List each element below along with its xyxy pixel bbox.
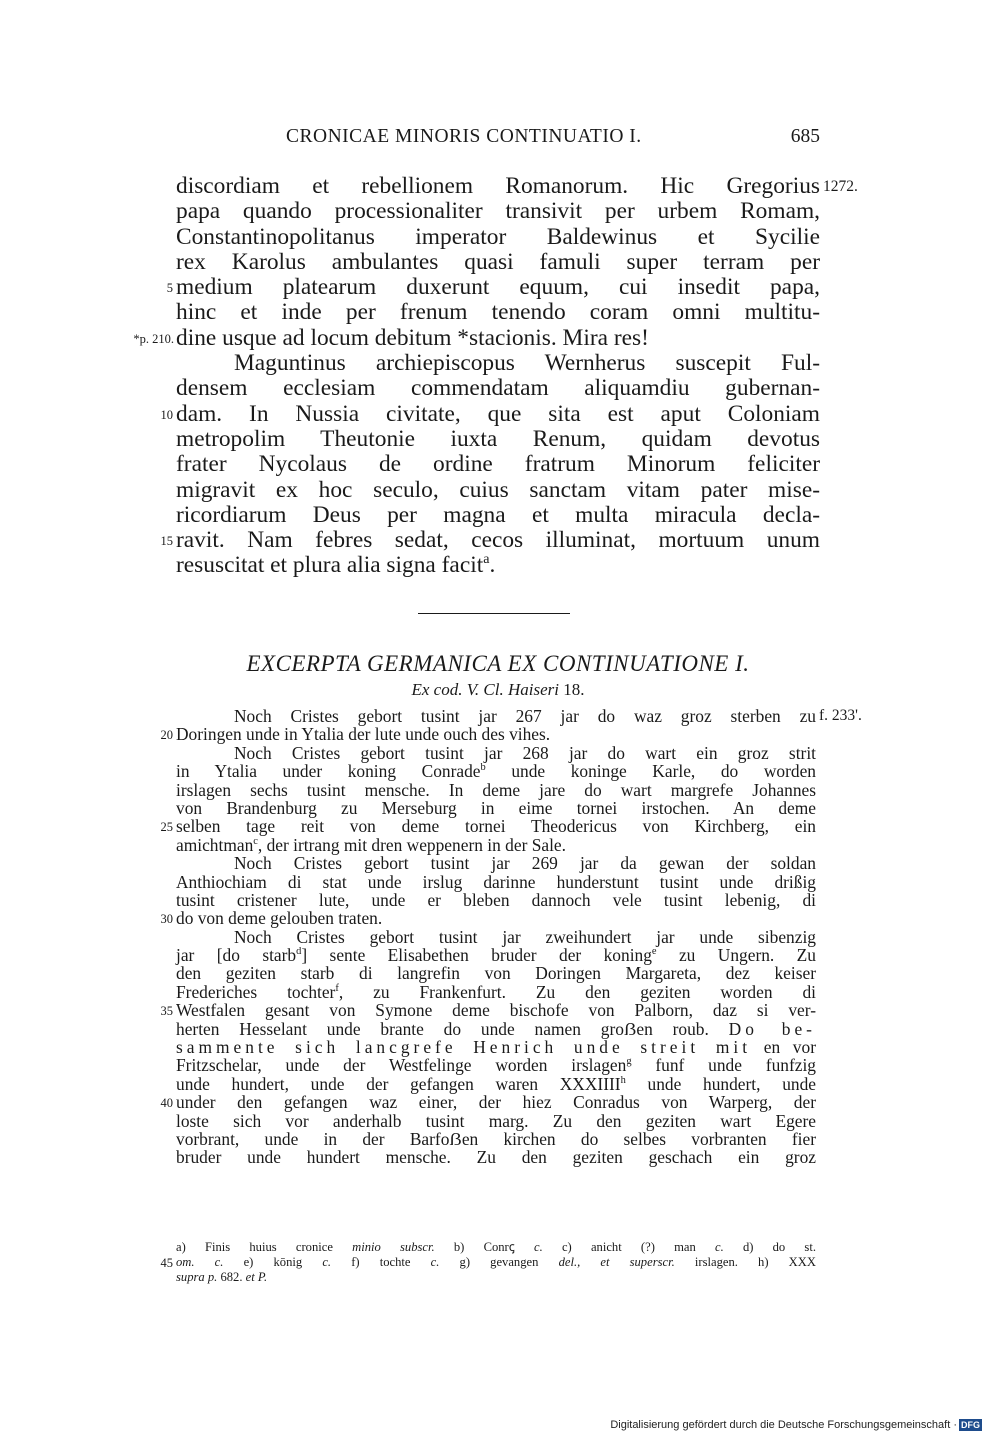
text-line: 35 Westfalen gesant von Symone deme bischofe von Palborn, daz si ver- xyxy=(160,1000,816,1021)
footnote-marker: g xyxy=(626,1056,632,1068)
text-line: Anthiochiam di stat unde irslug darinne hunderstunt tusint unde drißig xyxy=(176,871,816,892)
line-text: ricordiarum Deus per magna et multa miracula decla- xyxy=(176,501,820,528)
dfg-logo: DFG xyxy=(961,1420,980,1431)
text-line xyxy=(176,503,820,528)
text-line xyxy=(166,274,820,301)
line-number: 35 xyxy=(160,1004,173,1019)
text-line: in Ytalia under koning Conrade$^b$ unde koninge Karle, do worden xyxy=(176,761,816,782)
text-line: tusint cristener lute, unde er bleben dannoch vele tusint lebenig, di xyxy=(176,889,816,910)
year-margin: 1272. xyxy=(823,178,858,195)
footnote-marker: d xyxy=(296,946,302,958)
line-number: 10 xyxy=(160,407,173,422)
line-text: dam. In Nussia civitate, que sita est aput Coloniam xyxy=(176,400,820,427)
running-title: CRONICAE MINORIS CONTINUATIO I. xyxy=(286,126,642,147)
footnote-line: a) Finis huius cronice minio subscr. b) Conrꞔ c. c) anicht (?) man c. d) do st. xyxy=(176,1240,816,1254)
text-line xyxy=(176,173,858,199)
text-line: loste sich vor anderhalb tusint marg. Zu den geziten wart Egere xyxy=(176,1110,816,1131)
text-line: 20 Doringen unde in Ytalia der lute unde ouch des vihes. xyxy=(160,724,551,745)
source-line xyxy=(176,680,820,700)
text-line xyxy=(176,553,820,578)
text-line: sammente sich lancgrefe Henrich unde streit mit en vor xyxy=(176,1037,816,1058)
line-number: 25 xyxy=(160,820,173,835)
line-text: resuscitat et plura alia signa facit xyxy=(176,552,484,579)
latin-text-block xyxy=(133,173,858,579)
line-number: 20 xyxy=(160,728,173,743)
text-line: Noch Cristes gebort tusint jar 269 jar da gewan der soldan xyxy=(234,853,816,874)
line-text: rex Karolus ambulantes quasi famuli super terram per xyxy=(176,248,820,275)
text-line xyxy=(176,351,820,376)
text-line xyxy=(176,376,820,401)
footnote-line: 45 om. c. e) kōnig c. f) tochte c. g) gevangen del., et superscr. irslagen. h) XXX xyxy=(160,1255,816,1270)
text-line: den geziten starb di langrefin von Doringen Margareta, dez keiser xyxy=(176,963,816,984)
line-text: medium platearum duxerunt equum, cui insedit papa, xyxy=(176,274,820,301)
text-line: Fritzschelar, unde der Westfelinge worden irslagen$^g$ funf unde funfzig xyxy=(176,1055,817,1076)
text-line xyxy=(176,478,820,503)
text-line: Frederiches tochter$^f$, zu Frankenfurt. Zu den geziten worden di xyxy=(176,981,816,1002)
section-divider xyxy=(418,613,570,614)
line-number: 15 xyxy=(160,534,173,549)
digitization-credit: Digitalisierung gefördert durch die Deutsche Forschungsgemeinschaft · DFG xyxy=(610,1419,980,1431)
page-ref: *p. 210. xyxy=(133,331,174,346)
line-text: densem ecclesiam commendatam aliquamdiu gubernan- xyxy=(176,375,820,402)
line-text: migravit ex hoc seculo, cuius sanctam vitam pater mise- xyxy=(176,476,820,503)
footnote-marker: f xyxy=(335,983,339,995)
line-number: 45 xyxy=(160,1256,173,1270)
footnote-marker: c xyxy=(253,835,258,847)
text-line: Noch Cristes gebort tusint jar zweihundert jar unde sibenzig xyxy=(234,926,816,947)
text-line xyxy=(176,225,820,250)
text-line: bruder unde hundert mensche. Zu den geziten geschach ein groz xyxy=(176,1147,816,1168)
text-line: herten Hesselant unde brante do unde namen groẞen roub. Do be- xyxy=(176,1018,816,1039)
source-number: 18. xyxy=(563,680,585,699)
line-text: . xyxy=(489,552,496,579)
text-line xyxy=(176,199,820,224)
text-line: 40 under den gefangen waz einer, der hiez Conradus von Warperg, der xyxy=(160,1092,816,1113)
footnotes xyxy=(160,1240,816,1285)
text-line xyxy=(160,527,820,554)
text-line: 25 selben tage reit von deme tornei Theodericus von Kirchberg, ein xyxy=(160,816,816,837)
german-text-block xyxy=(160,706,862,1168)
text-line xyxy=(176,427,820,452)
page-header xyxy=(176,126,820,156)
text-line xyxy=(133,324,820,351)
line-text: Constantinopolitanus imperator Baldewinus et Sycilie xyxy=(176,223,820,250)
text-line xyxy=(176,250,820,275)
page-number: 685 xyxy=(790,126,820,147)
line-number: 5 xyxy=(166,281,173,296)
footnote-marker: h xyxy=(620,1075,626,1087)
text-line: 30 do von deme gelouben traten. xyxy=(160,908,383,929)
line-text: dine usque ad locum debitum *stacionis. Mira res! xyxy=(176,324,649,351)
line-text: metropolim Theutonie iuxta Renum, quidam devotus xyxy=(176,425,820,452)
text-line: Noch Cristes gebort tusint jar 267 jar do waz groz sterben zu f. 233'. xyxy=(234,706,862,726)
text-line: unde hundert, unde der gefangen waren XXXIIII$^h$ unde hundert, unde xyxy=(176,1073,816,1094)
text-line: von Brandenburg zu Merseburg in eime tornei irstochen. An deme xyxy=(176,797,816,818)
footnote-marker: a xyxy=(483,551,490,568)
line-text: Maguntinus archiepiscopus Wernherus suscepit Ful- xyxy=(234,350,820,377)
line-number: 40 xyxy=(160,1096,173,1111)
footnote-line: supra p. 682. et P. xyxy=(176,1270,268,1284)
section-title: EXCERPTA GERMANICA EX CONTINUATIONE I. xyxy=(246,651,750,676)
line-text: frater Nycolaus de ordine fratrum Minorum feliciter xyxy=(176,451,820,478)
line-text: papa quando processionaliter transivit per urbem Romam, xyxy=(176,198,820,225)
text-line: irslagen sechs tusint mensche. In deme jare do wart margrefe Johannes xyxy=(176,779,816,800)
source-citation: Ex cod. V. Cl. Haiseri xyxy=(411,680,559,699)
line-number: 30 xyxy=(160,912,173,927)
footnote-marker: e xyxy=(651,946,657,958)
text-line xyxy=(176,452,820,477)
folio-ref: f. 233'. xyxy=(819,707,862,724)
line-text: hinc et inde per frenum tenendo coram omni multitu- xyxy=(176,299,820,326)
text-line xyxy=(176,300,820,325)
text-line: Noch Cristes gebort tusint jar 268 jar do wart ein groz strit xyxy=(234,742,816,763)
line-text: ravit. Nam febres sedat, cecos illuminat, mortuum unum xyxy=(176,527,820,554)
footnote-marker: b xyxy=(480,762,486,774)
text-line: vorbrant, unde in der Barfoẞen kirchen do selbes vorbranten fier xyxy=(176,1128,816,1149)
text-line: amichtman$^c$, der irtrang mit dren weppenern in der Sale. xyxy=(176,834,566,855)
text-line xyxy=(160,400,820,427)
text-line: jar [do starb$^d$] sente Elisabethen bruder der koning$^e$ zu Ungern. Zu xyxy=(176,945,816,966)
line-text: discordiam et rebellionem Romanorum. Hic Gregorius xyxy=(176,173,820,199)
